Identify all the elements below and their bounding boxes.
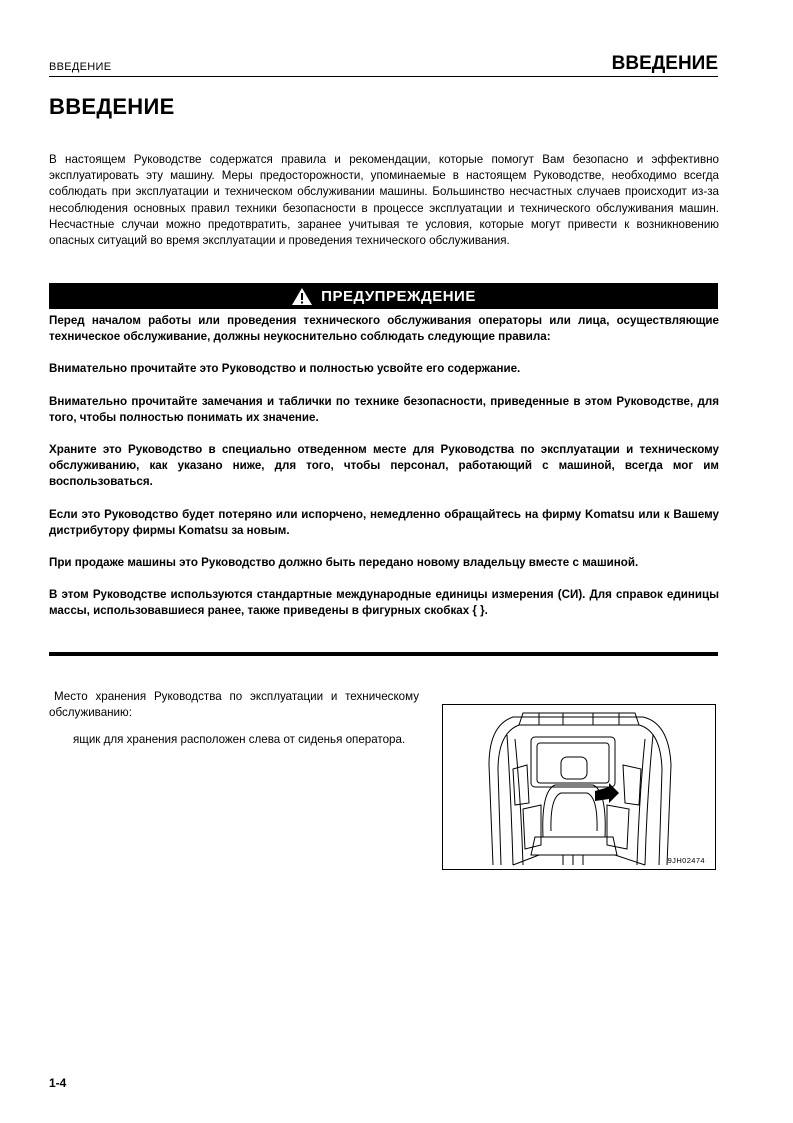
intro-paragraph: В настоящем Руководстве содержатся правила и рекомендации, которые помогут Вам безопасно и эффективно эксплуатировать эту машину. Меры предосторожности, упоминаемые в настоящем Руководстве, необходимо всегда соблюдать при эксплуатации и техническом обслуживании машины. Большинство несчастных случаев происходит из-за несоблюдения основных правил техники безопасности в процессе эксплуатации и технического обслуживания машин. Несчастные случаи можно предотвратить, заранее учитывая те условия, которые могут привести к возникновению опасных ситуаций во время эксплуатации и проведения технического обслуживания. xyxy=(49,153,719,248)
warning-banner xyxy=(49,283,718,309)
page-title: ВВЕДЕНИЕ xyxy=(49,94,175,119)
warning-end-rule xyxy=(49,652,718,656)
cab-illustration-figure xyxy=(442,704,716,870)
warning-title: ПРЕДУПРЕЖДЕНИЕ xyxy=(321,287,476,305)
figure-code: 9JH02474 xyxy=(667,856,705,865)
warning-paragraph: Храните это Руководство в специально отведенном месте для Руководства по эксплуатации и техническому обслуживанию, как указано ниже, для того, чтобы персонал, работающий с машиной, всегда мог им воспользоваться. xyxy=(49,443,719,489)
running-header-right: ВВЕДЕНИЕ xyxy=(611,53,718,74)
warning-paragraph: Если это Руководство будет потеряно или испорчено, немедленно обращайтесь на фирму Komatsu или к Вашему дистрибутору фирмы Komatsu за новым. xyxy=(49,507,719,537)
warning-paragraph: При продаже машины это Руководство должно быть передано новому владельцу вместе с машиной. xyxy=(49,556,639,570)
warning-triangle-icon xyxy=(291,287,313,306)
warning-body xyxy=(49,313,719,620)
storage-location-title: Место хранения Руководства по эксплуатации и техническому обслуживанию: xyxy=(49,690,419,720)
warning-paragraph: Внимательно прочитайте замечания и таблички по технике безопасности, приведенные в этом Руководстве, для того, чтобы полностью понимать их значение. xyxy=(49,394,719,424)
page-number: 1-4 xyxy=(49,1076,67,1090)
storage-location-text: ящик для хранения расположен слева от сиденья оператора. xyxy=(73,733,406,746)
operator-cab-drawing xyxy=(443,705,715,869)
running-header-left: ВВЕДЕНИЕ xyxy=(49,61,112,73)
warning-paragraph: Перед началом работы или проведения технического обслуживания операторы или лица, осуществляющие техническое обслуживание, должны неукоснительно соблюдать следующие правила: xyxy=(49,314,719,344)
header-divider xyxy=(49,76,718,77)
warning-paragraph: В этом Руководстве используются стандартные международные единицы измерения (СИ). Для справок единицы массы, использовавшиеся ранее, также приведены в фигурных скобках { }. xyxy=(49,588,719,618)
warning-paragraph: Внимательно прочитайте это Руководство и полностью усвойте его содержание. xyxy=(49,362,521,376)
